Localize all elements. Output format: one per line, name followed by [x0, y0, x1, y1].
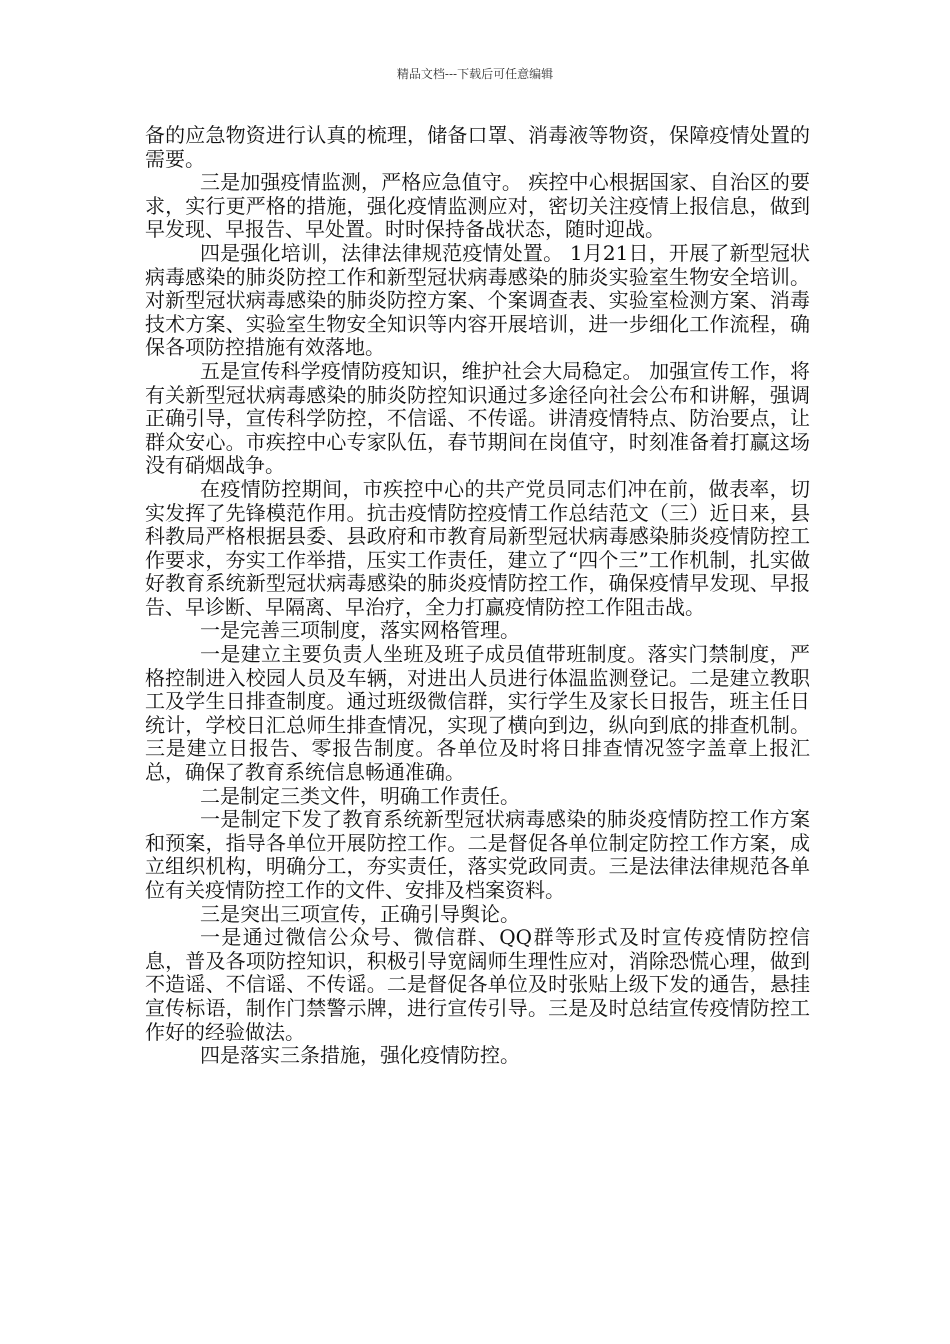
paragraph: 备的应急物资进行认真的梳理，储备口罩、消毒液等物资，保障疫情处置的需要。 [145, 123, 810, 171]
paragraph: 三是加强疫情监测，严格应急值守。 疾控中心根据国家、自治区的要求，实行更严格的措施，强化疫情监测应对，密切关注疫情上报信息，做到早发现、早报告、早处置。时时保持备战状态，随时迎战。 [145, 170, 810, 242]
document-body [145, 124, 810, 1068]
section-heading: 四是落实三条措施，强化疫情防控。 [200, 1043, 520, 1068]
paragraph: 一是制定下发了教育系统新型冠状病毒感染的肺炎疫情防控工作方案和预案，指导各单位开展防控工作。二是督促各单位制定防控工作方案，成立组织机构，明确分工，夯实责任，落实党政同责。三是法律法律规范各单位有关疫情防控工作的文件、安排及档案资料。 [145, 807, 810, 902]
paragraph: 四是强化培训，法律法律规范疫情处置。 1月21日，开展了新型冠状病毒感染的肺炎防控工作和新型冠状病毒感染的肺炎实验室生物安全培训。对新型冠状病毒感染的肺炎防控方案、个案调查表、实验室检测方案、消毒技术方案、实验室生物安全知识等内容开展培训，进一步细化工作流程，确保各项防控措施有效落地。 [145, 240, 810, 360]
page-header: 精品文档---下载后可任意编辑 [396, 67, 554, 81]
section-heading: 二是制定三类文件，明确工作责任。 [200, 783, 520, 808]
paragraph: 一是建立主要负责人坐班及班子成员值带班制度。落实门禁制度，严格控制进入校园人员及车辆，对进出人员进行体温监测登记。二是建立教职工及学生日排查制度。通过班级微信群，实行学生及家长日报告，班主任日统计，学校日汇总师生排查情况，实现了横向到边，纵向到底的排查机制。三是建立日报告、零报告制度。各单位及时将日排查情况签字盖章上报汇总，确保了教育系统信息畅通准确。 [145, 642, 810, 785]
paragraph: 五是宣传科学疫情防疫知识，维护社会大局稳定。 加强宣传工作，将有关新型冠状病毒感染的肺炎防控知识通过多途径向社会公布和讲解，强调正确引导，宣传科学防控，不信谣、不传谣。讲清疫情特点、防治要点，让群众安心。市疾控中心专家队伍，春节期间在岗值守，时刻准备着打赢这场没有硝烟战争。 [145, 358, 810, 478]
section-heading: 一是完善三项制度，落实网格管理。 [200, 618, 520, 643]
paragraph: 在疫情防控期间，市疾控中心的共产党员同志们冲在前，做表率，切实发挥了先锋模范作用。抗击疫情防控疫情工作总结范文（三）近日来，县科教局严格根据县委、县政府和市教育局新型冠状病毒感染肺炎疫情防控工作要求，夯实工作举措，压实工作责任，建立了“四个三”工作机制，扎实做好教育系统新型冠状病毒感染的肺炎疫情防控工作，确保疫情早发现、早报告、早诊断、早隔离、早治疗，全力打赢疫情防控工作阻击战。 [145, 476, 810, 619]
section-heading: 三是突出三项宣传，正确引导舆论。 [200, 901, 520, 926]
paragraph: 一是通过微信公众号、微信群、QQ群等形式及时宣传疫情防控信息，普及各项防控知识，积极引导宽阔师生理性应对，消除恐慌心理，做到不造谣、不信谣、不传谣。二是督促各单位及时张贴上级下发的通告，悬挂宣传标语，制作门禁警示牌，进行宣传引导。三是及时总结宣传疫情防控工作好的经验做法。 [145, 925, 810, 1044]
